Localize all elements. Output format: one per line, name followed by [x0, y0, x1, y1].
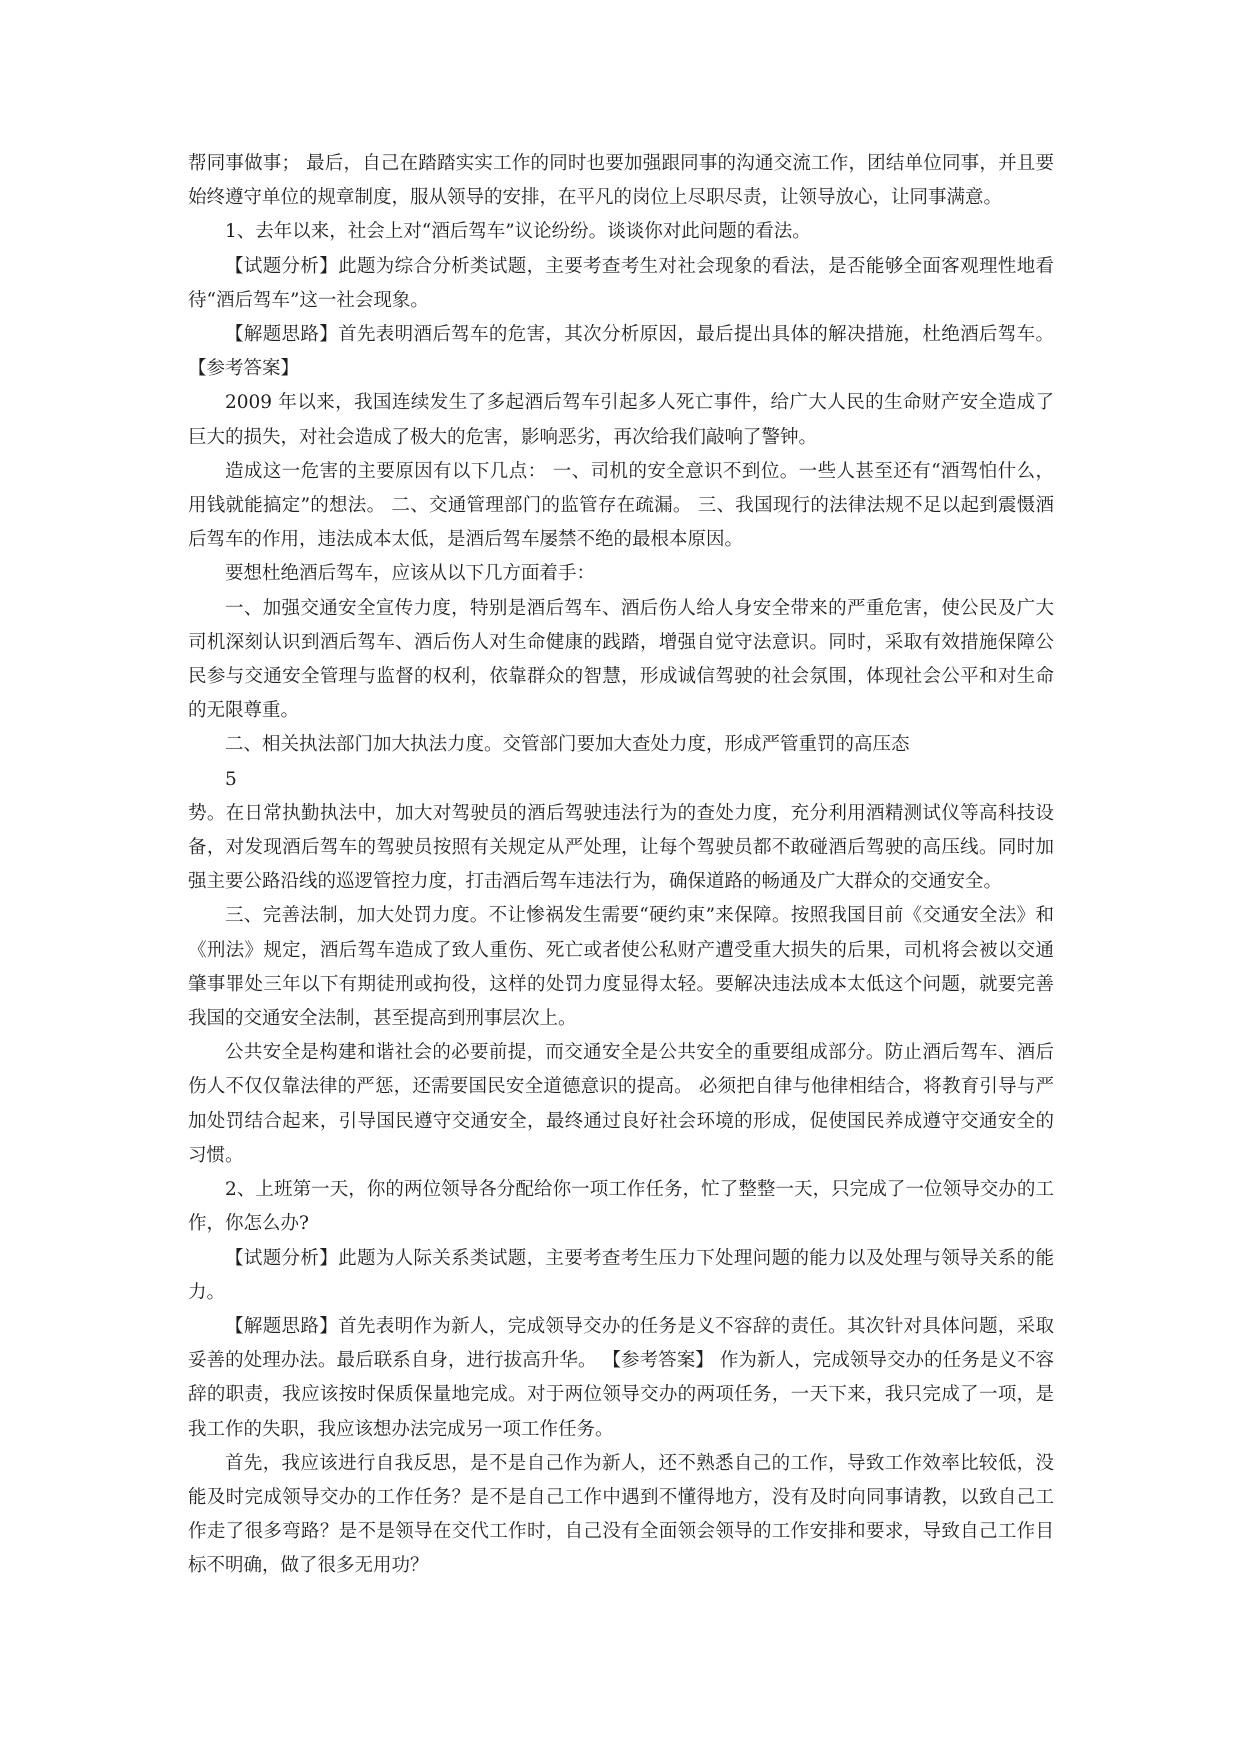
paragraph: 一、加强交通安全宣传力度，特别是酒后驾车、酒后伤人给人身安全带来的严重危害，使公民及广大司机深刻认识到酒后驾车、酒后伤人对生命健康的践踏，增强自觉守法意识。同时，采取有效措施保障公民参与交通安全管理与监督的权利，依靠群众的智慧，形成诚信驾驶的社会氛围，体现社会公平和对生命的无限尊重。 — [188, 597, 1054, 722]
paragraph: 三、完善法制，加大处罚力度。不让惨祸发生需要“硬约束”来保障。按照我国目前《交通安全法》和《刑法》规定，酒后驾车造成了致人重伤、死亡或者使公私财产遭受重大损失的后果，司机将会被以交通肇事罪处三年以下有期徒刑或拘役，这样的处罚力度显得太轻。要解决违法成本太低这个问题，就要完善我国的交通安全法制，甚至提高到刑事层次上。 — [188, 905, 1054, 1030]
paragraph: 要想杜绝酒后驾车，应该从以下几方面着手： — [225, 563, 596, 585]
paragraph: 帮同事做事； 最后，自己在踏踏实实工作的同时也要加强跟同事的沟通交流工作，团结单位同事，并且要始终遵守单位的规章制度，服从领导的安排，在平凡的岗位上尽职尽责，让领导放心，让同事满意。 — [188, 153, 1054, 209]
paragraph: 造成这一危害的主要原因有以下几点： 一、司机的安全意识不到位。一些人甚至还有“酒驾怕什么，用钱就能搞定”的想法。 二、交通管理部门的监管存在疏漏。 三、我国现行的法律法规不足以起到震慑酒后驾车的作用，违法成本太低，是酒后驾车屡禁不绝的最根本原因。 — [188, 460, 1054, 551]
question-1: 1、去年以来，社会上对“酒后驾车”议论纷纷。谈谈你对此问题的看法。 — [225, 221, 811, 243]
paragraph: 势。在日常执勤执法中，加大对驾驶员的酒后驾驶违法行为的查处力度，充分利用酒精测试仪等高科技设备，对发现酒后驾车的驾驶员按照有关规定从严处理，让每个驾驶员都不敢碰酒后驾驶的高压线。同时加强主要公路沿线的巡逻管控力度，打击酒后驾车违法行为，确保道路的畅通及广大群众的交通安全。 — [188, 802, 1054, 893]
paragraph: 二、相关执法部门加大执法力度。交管部门要加大查处力度，形成严管重罚的高压态 — [225, 734, 910, 756]
question-analysis: 【试题分析】此题为人际关系类试题，主要考查考生压力下处理问题的能力以及处理与领导关系的能力。 — [188, 1247, 1054, 1303]
solution-approach: 【解题思路】首先表明酒后驾车的危害，其次分析原因，最后提出具体的解决措施，杜绝酒后驾车。 【参考答案】 — [188, 324, 1054, 380]
paragraph: 首先，我应该进行自我反思，是不是自己作为新人，还不熟悉自己的工作，导致工作效率比较低，没能及时完成领导交办的工作任务？是不是自己工作中遇到不懂得地方，没有及时向同事请教，以致自己工作走了很多弯路？是不是领导在交代工作时，自己没有全面领会领导的工作安排和要求，导致自己工作目标不明确，做了很多无用功？ — [188, 1452, 1054, 1577]
paragraph: 公共安全是构建和谐社会的必要前提，而交通安全是公共安全的重要组成部分。防止酒后驾车、酒后伤人不仅仅靠法律的严惩，还需要国民安全道德意识的提高。 必须把自律与他律相结合，将教育引导与严加处罚结合起来，引导国民遵守交通安全，最终通过良好社会环境的形成，促使国民养成遵守交通安全的习惯。 — [188, 1042, 1054, 1166]
question-2: 2、上班第一天，你的两位领导各分配给你一项工作任务，忙了整整一天，只完成了一位领导交办的工作，你怎么办? — [188, 1179, 1054, 1235]
page-number: 5 — [225, 768, 237, 790]
document-body — [188, 147, 1054, 1584]
question-analysis: 【试题分析】此题为综合分析类试题，主要考查考生对社会现象的看法，是否能够全面客观理性地看待“酒后驾车”这一社会现象。 — [188, 255, 1054, 311]
solution-approach: 【解题思路】首先表明作为新人，完成领导交办的任务是义不容辞的责任。其次针对具体问题，采取妥善的处理办法。最后联系自身，进行拔高升华。 【参考答案】 作为新人，完成领导交办的任务是义不容辞的职责，我应该按时保质保量地完成。对于两位领导交办的两项任务，一天下来，我只完成了一项，是我工作的失职，我应该想办法完成另一项工作任务。 — [188, 1315, 1054, 1440]
paragraph: 2009 年以来，我国连续发生了多起酒后驾车引起多人死亡事件，给广大人民的生命财产安全造成了巨大的损失，对社会造成了极大的危害，影响恶劣，再次给我们敲响了警钟。 — [188, 392, 1054, 448]
